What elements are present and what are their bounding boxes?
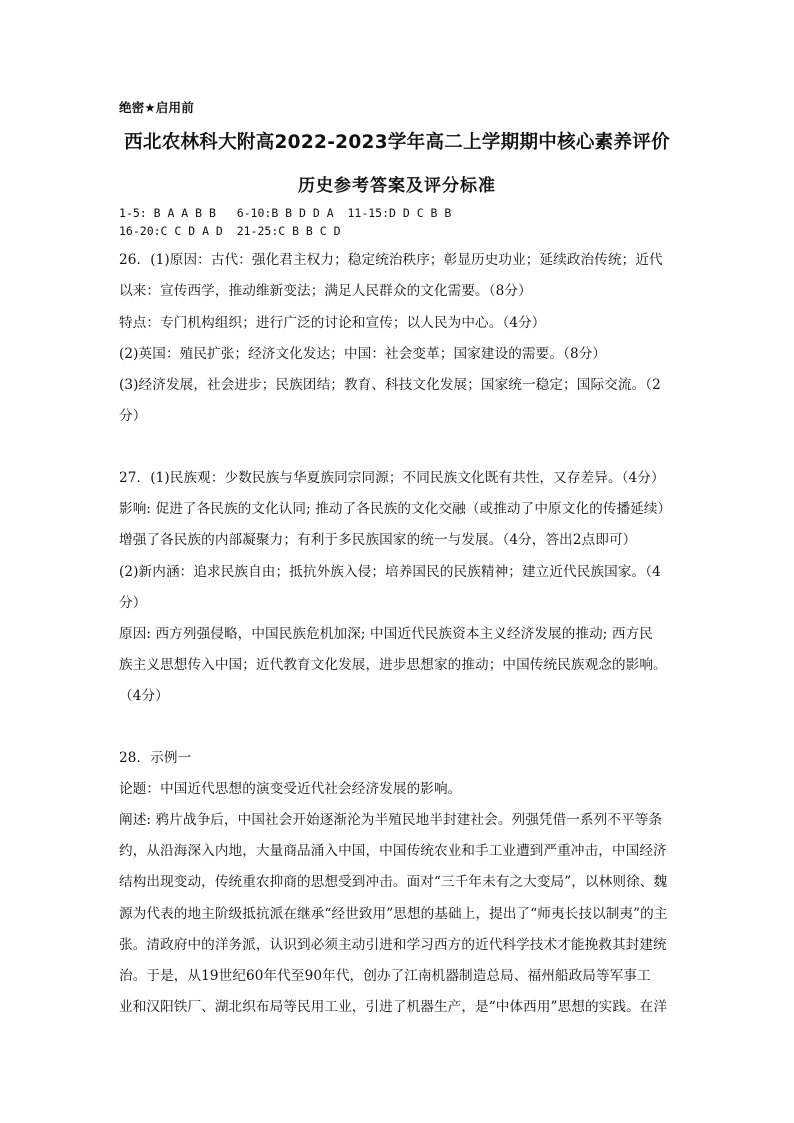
answer-key-row-2: 16-20:C C D A D 21-25:C B B C D [119, 224, 341, 238]
q28-line: 张。清政府中的洋务派，认识到必须主动引进和学习西方的近代科学技术才能挽救其封建统 [119, 937, 667, 953]
q26-line: 特点：专门机构组织；进行广泛的讨论和宣传；以人民为中心。（4分） [119, 315, 546, 331]
q28-line: 治。于是，从19世纪60年代至90年代，创办了江南机器制造总局、福州船政局等军事工 [119, 968, 651, 984]
q28-line: 业和汉阳铁厂、湖北织布局等民用工业，引进了机器生产，是“中体西用”思想的实践。在洋 [119, 999, 668, 1015]
q27-line: 27．(1)民族观：少数民族与华夏族同宗同源；不同民族文化既有共性，又存差异。（4分） [119, 470, 665, 486]
q28-line: 28．示例一 [119, 750, 192, 766]
q28-line: 源为代表的地主阶级抵抗派在继承“经世致用”思想的基础上，提出了“师夷长技以制夷”的主 [119, 906, 668, 922]
q28-line: 结构出现变动，传统重农抑商的思想受到冲击。面对“三千年未有之大变局”，以林则徐、魏 [119, 874, 668, 890]
q26-line: 以来：宣传西学，推动维新变法；满足人民群众的文化需要。（8分） [119, 283, 532, 299]
secret-label: 绝密★启用前 [119, 100, 194, 115]
q26-line: (3)经济发展，社会进步；民族团结；教育、科技文化发展；国家统一稳定；国际交流。（2 [119, 377, 661, 393]
q27-line: (2)新内涵：追求民族自由；抵抗外族入侵；培养国民的民族精神；建立近代民族国家。（4 [119, 564, 661, 580]
document-title: 西北农林科大附高2022-2023学年高二上学期期中核心素养评价 [124, 132, 670, 153]
q27-line: 原因: 西方列强侵略，中国民族危机加深; 中国近代民族资本主义经济发展的推动; 西方民 [119, 626, 653, 642]
q27-line: 分） [119, 595, 147, 611]
q28-line: 论题：中国近代思想的演变受近代社会经济发展的影响。 [119, 781, 462, 797]
q26-line: 分） [119, 408, 147, 424]
q28-line: 约，从沿海深入内地，大量商品涌入中国，中国传统农业和手工业遭到严重冲击，中国经济 [119, 843, 667, 859]
q27-line: （4分） [119, 688, 169, 704]
answer-key-row-1: 1-5: B A A B B 6-10:B B D D A 11-15:D D C B B [119, 206, 452, 220]
q28-line: 阐述: 鸦片战争后，中国社会开始逐渐沦为半殖民地半封建社会。列强凭借一系列不平等条 [119, 812, 663, 828]
q27-line: 族主义思想传入中国；近代教育文化发展，进步思想家的推动；中国传统民族观念的影响。 [119, 657, 667, 673]
q27-line: 增强了各民族的内部凝聚力；有利于多民族国家的统一与发展。（4分，答出2点即可） [119, 532, 637, 548]
q26-line: 26．(1)原因：古代：强化君主权力；稳定统治秩序；彰显历史功业；延续政治传统；近代 [119, 252, 663, 268]
document-subtitle: 历史参考答案及评分标准 [298, 176, 496, 196]
q27-line: 影响: 促进了各民族的文化认同; 推动了各民族的文化交融（或推动了中原文化的传播延续） [119, 501, 672, 517]
q26-line: (2)英国：殖民扩张；经济文化发达；中国：社会变革；国家建设的需要。（8分） [119, 346, 607, 362]
